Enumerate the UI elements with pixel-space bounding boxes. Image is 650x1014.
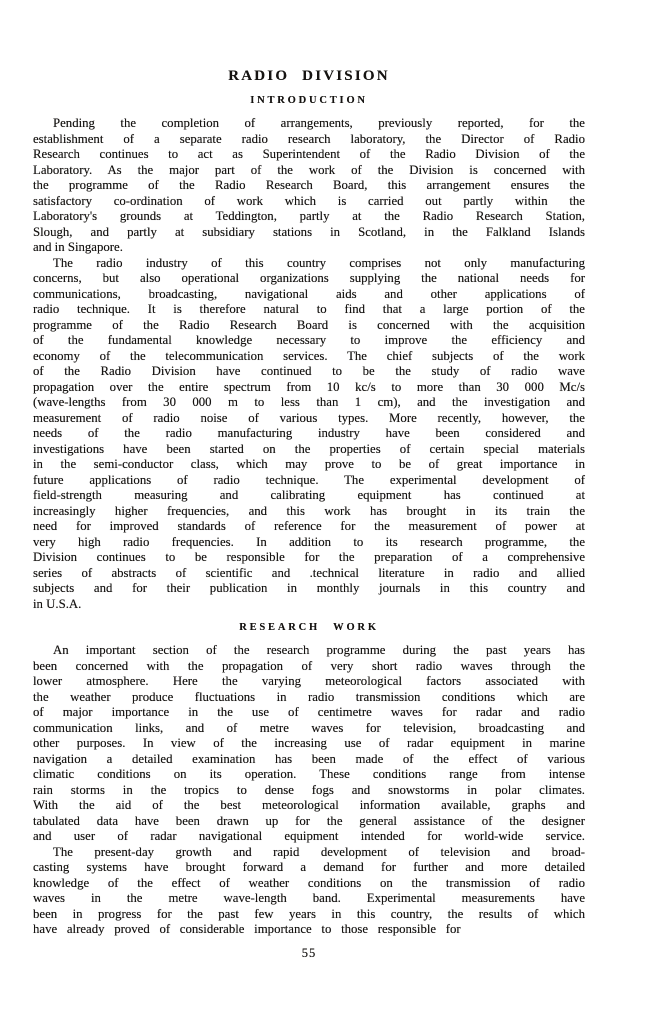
text-line: very high radio frequencies. In addition to its research programme, the [33,534,585,549]
text-line: other purposes. In view of the increasing use of radar equipment in marine [33,736,585,751]
text-line: lower atmosphere. Here the varying meteorological factors associated with [33,674,585,689]
text-line: waves in the metre wave-length band. Experimental measurements have [33,891,585,906]
text-line: and in Singapore. [33,240,123,255]
paragraph [33,116,585,256]
paragraph [33,845,585,938]
text-line: measurement of radio noise of various types. More recently, however, the [33,410,585,425]
text-line: Pending the completion of arrangements, previously reported, for the [53,116,585,131]
text-line: field-strength measuring and calibrating equipment has continued at [33,488,585,503]
text-line: future applications of radio technique. The experimental development of [33,472,585,487]
text-line: navigation a detailed examination has been made of the effect of various [33,751,585,766]
text-line: the weather produce fluctuations in radio transmission conditions which are [33,689,585,704]
text-line: Division continues to be responsible for the preparation of a comprehensive [33,550,585,565]
text-line: in U.S.A. [33,596,82,611]
text-line: tabulated data have been drawn up for the general assistance of the designer [33,813,585,828]
section [33,94,585,612]
page-number: 55 [301,945,317,960]
document-body [33,94,585,938]
section-heading: RESEARCH WORK [239,622,379,634]
text-line: The radio industry of this country comprises not only manufacturing [53,255,585,270]
section-heading: INTRODUCTION [250,95,368,106]
text-line: and user of radar navigational equipment intended for world-wide service. [33,829,585,844]
text-line: been in progress for the past few years in this country, the results of which [33,906,585,921]
text-line: increasingly higher frequencies, and this work has brought in its train the [33,503,585,518]
text-line: of major importance in the use of centimetre waves for radar and radio [33,705,585,720]
text-line: need for improved standards of reference for the measurement of power at [33,519,585,534]
text-line: the programme of the Radio Research Board, this arrangement ensures the [33,178,585,193]
text-line: radio technique. It is therefore natural to find that a large portion of the [33,302,585,317]
text-line: of the fundamental knowledge necessary to improve the efficiency and [33,333,585,348]
text-line: investigations have been started on the properties of certain special materials [33,441,585,456]
text-line: subjects and for their publication in monthly journals in this country and [33,581,585,596]
text-line: communication links, and of metre waves for television, broadcasting and [33,720,585,735]
paragraph [33,643,585,845]
text-line: Laboratory's grounds at Teddington, partly at the Radio Research Station, [33,209,585,224]
text-line: been concerned with the propagation of very short radio waves through the [33,658,585,673]
text-line: Research continues to act as Superintendent of the Radio Division of the [33,147,585,162]
text-line: casting systems have brought forward a demand for further and more detailed [33,860,585,875]
text-line: An important section of the research programme during the past years has [53,643,585,658]
text-line: satisfactory co-ordination of work which is carried out partly within the [33,193,585,208]
text-line: programme of the Radio Research Board is concerned with the acquisition [33,317,585,332]
text-line: propagation over the entire spectrum from 10 kc/s to more than 30 000 Mc/s [33,379,585,394]
text-line: knowledge of the effect of weather conditions on the transmission of radio [33,875,585,890]
text-line: of the Radio Division have continued to be the study of radio wave [33,364,585,379]
text-line: (wave-lengths from 30 000 m to less than 1 cm), and the investigation and [33,395,585,410]
text-line: The present-day growth and rapid development of television and broad- [53,844,585,859]
text-line: communications, broadcasting, navigational aids and other applications of [33,286,585,301]
text-line: climatic conditions on its operation. These conditions range from intense [33,767,585,782]
text-line: Laboratory. As the major part of the work of the Division is concerned with [33,162,585,177]
text-column [33,0,585,961]
text-line: Slough, and partly at subsidiary stations in Scotland, in the Falkland Islands [33,224,585,239]
text-line: economy of the telecommunication services. The chief subjects of the work [33,348,585,363]
text-line: needs of the radio manufacturing industry have been considered and [33,426,585,441]
paragraph [33,256,585,613]
text-line: establishment of a separate radio research laboratory, the Director of Radio [33,131,585,146]
text-line: concerns, but also operational organizations supplying the national needs for [33,271,585,286]
page-title: RADIO DIVISION [228,68,390,84]
text-line: series of abstracts of scientific and .technical literature in radio and allied [33,565,585,580]
text-line: rain storms in the tropics to dense fogs and snowstorms in polar climates. [33,782,585,797]
text-line: in the semi-conductor class, which may prove to be of great importance in [33,457,585,472]
section [33,621,585,938]
text-line: With the aid of the best meteorological information available, graphs and [33,798,585,813]
text-line: have already proved of considerable importance to those responsible for [33,922,461,937]
